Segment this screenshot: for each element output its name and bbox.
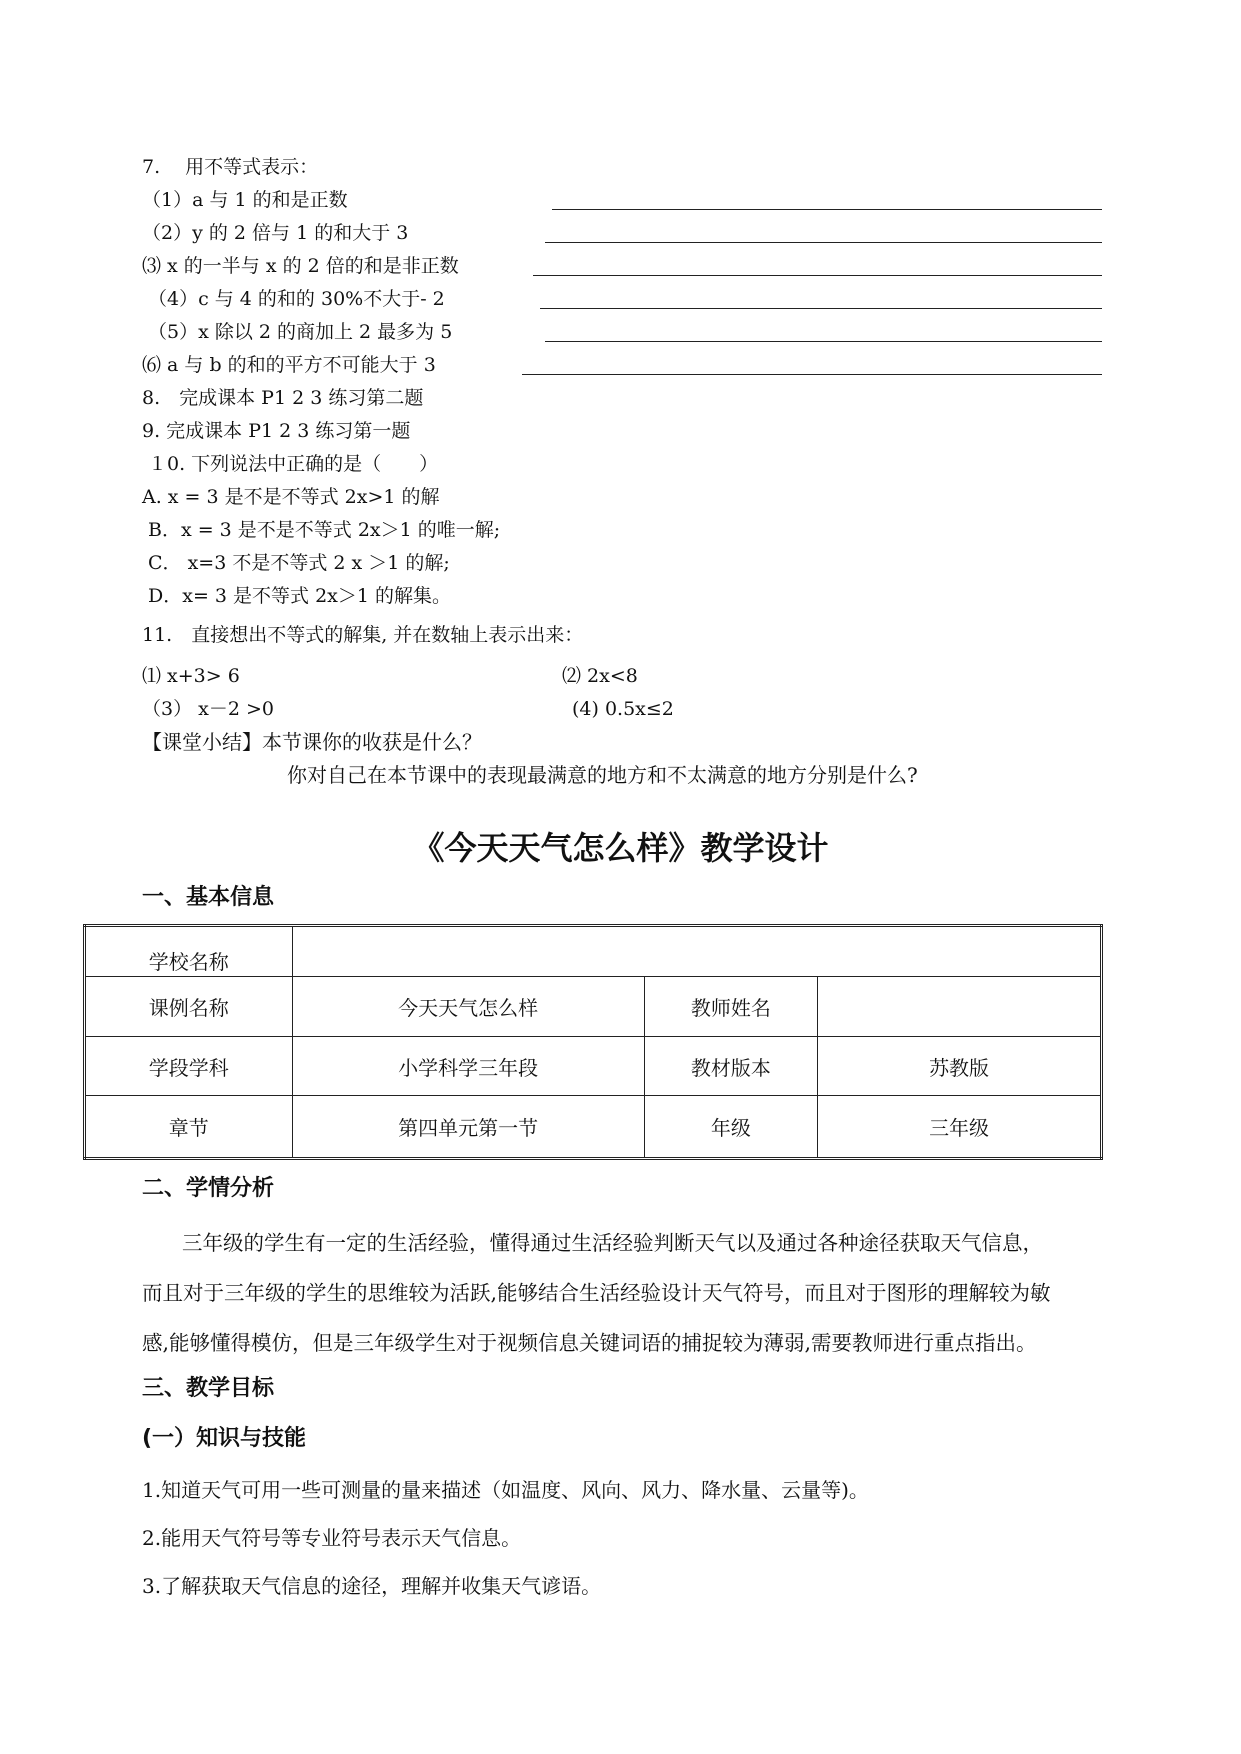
summary-line-1: 【课堂小结】本节课你的收获是什么？ xyxy=(142,730,482,754)
stage-subject-label: 学段学科 xyxy=(85,1037,293,1096)
exercise-7-item-1: （1）a 与 1 的和是正数 xyxy=(142,189,348,211)
exercise-10-question: １0. 下列说法中正确的是（ ） xyxy=(148,453,439,475)
exercise-7-item-5: （5）x 除以 2 的商加上 2 最多为 5 xyxy=(148,321,453,343)
chapter-label: 章节 xyxy=(85,1096,293,1159)
section-2-heading: 二、学情分析 xyxy=(142,1176,275,1201)
exercise-11-item-4: (4) 0.5x≤2 xyxy=(572,698,674,720)
answer-line-4[interactable] xyxy=(540,308,1102,309)
exercise-10-option-c: C． x=3 不是不等式 2 x ＞1 的解; xyxy=(148,552,450,574)
answer-line-1[interactable] xyxy=(552,209,1102,210)
table-row xyxy=(85,976,1102,1037)
grade-value: 三年级 xyxy=(818,1096,1102,1159)
section-3-heading: 三、教学目标 xyxy=(142,1376,275,1401)
exercise-11-item-3: （3） x－2 >0 xyxy=(142,698,274,720)
table-row xyxy=(85,926,1102,977)
school-name-value[interactable] xyxy=(292,926,1101,977)
exercise-10-option-a: A. x = 3 是不是不等式 2x>1 的解 xyxy=(142,486,440,508)
teacher-name-value[interactable] xyxy=(818,976,1102,1037)
section-3-subheading: (一）知识与技能 xyxy=(142,1426,307,1451)
exercise-9: 9. 完成课本 P1 2 3 练习第一题 xyxy=(142,420,411,442)
lesson-name-value: 今天天气怎么样 xyxy=(292,976,644,1037)
teacher-name-label: 教师姓名 xyxy=(644,976,818,1037)
answer-line-5[interactable] xyxy=(545,341,1102,342)
lesson-name-label: 课例名称 xyxy=(85,976,293,1037)
paragraph-line: 而且对于三年级的学生的思维较为活跃,能够结合生活经验设计天气符号，而且对于图形的理解较为敏 xyxy=(142,1281,1051,1305)
paragraph-line: 三年级的学生有一定的生活经验，懂得通过生活经验判断天气以及通过各种途径获取天气信息， xyxy=(182,1231,1043,1255)
textbook-edition-label: 教材版本 xyxy=(644,1037,818,1096)
exercise-7-item-4: （4）c 与 4 的和的 30%不大于- 2 xyxy=(148,288,445,310)
exercise-11-item-1: ⑴ x+3> 6 xyxy=(142,665,240,687)
chapter-value: 第四单元第一节 xyxy=(292,1096,644,1159)
exercise-7-item-2: （2）y 的 2 倍与 1 的和大于 3 xyxy=(142,222,409,244)
answer-line-6[interactable] xyxy=(522,374,1102,375)
exercise-10-option-d: D．x= 3 是不等式 2x＞1 的解集。 xyxy=(148,585,452,607)
answer-line-3[interactable] xyxy=(533,275,1102,276)
school-name-label: 学校名称 xyxy=(85,926,293,977)
exercise-7-item-3: ⑶ x 的一半与 x 的 2 倍的和是非正数 xyxy=(142,255,459,277)
exercise-8: 8. 完成课本 P1 2 3 练习第二题 xyxy=(142,387,424,409)
exercise-11-item-2: ⑵ 2x<8 xyxy=(562,665,638,687)
textbook-edition-value: 苏教版 xyxy=(818,1037,1102,1096)
exercise-10-option-b: B．x = 3 是不是不等式 2x＞1 的唯一解; xyxy=(148,519,501,541)
table-row xyxy=(85,1037,1102,1096)
objective-item-3: 3.了解获取天气信息的途径，理解并收集天气谚语。 xyxy=(142,1574,602,1598)
document-title: 《今天天气怎么样》教学设计 xyxy=(412,829,829,867)
learner-analysis-paragraph xyxy=(142,1218,1102,1368)
exercise-7-item-6: ⑹ a 与 b 的和的平方不可能大于 3 xyxy=(142,354,436,376)
stage-subject-value: 小学科学三年段 xyxy=(292,1037,644,1096)
section-1-heading: 一、基本信息 xyxy=(142,885,275,910)
grade-label: 年级 xyxy=(644,1096,818,1159)
exercise-11-question: 11. 直接想出不等式的解集, 并在数轴上表示出来： xyxy=(142,624,584,646)
paragraph-line: 感,能够懂得模仿，但是三年级学生对于视频信息关键词语的捕捉较为薄弱,需要教师进行重点指出。 xyxy=(142,1331,1037,1355)
objective-item-2: 2.能用天气符号等专业符号表示天气信息。 xyxy=(142,1526,522,1550)
exercise-7-heading: 7. 用不等式表示： xyxy=(142,156,319,178)
basic-info-table xyxy=(83,924,1103,1160)
table-row xyxy=(85,1096,1102,1159)
answer-line-2[interactable] xyxy=(545,242,1102,243)
summary-line-2: 你对自己在本节课中的表现最满意的地方和不太满意的地方分别是什么? xyxy=(287,763,918,787)
objective-item-1: 1.知道天气可用一些可测量的量来描述（如温度、风向、风力、降水量、云量等)。 xyxy=(142,1478,869,1502)
